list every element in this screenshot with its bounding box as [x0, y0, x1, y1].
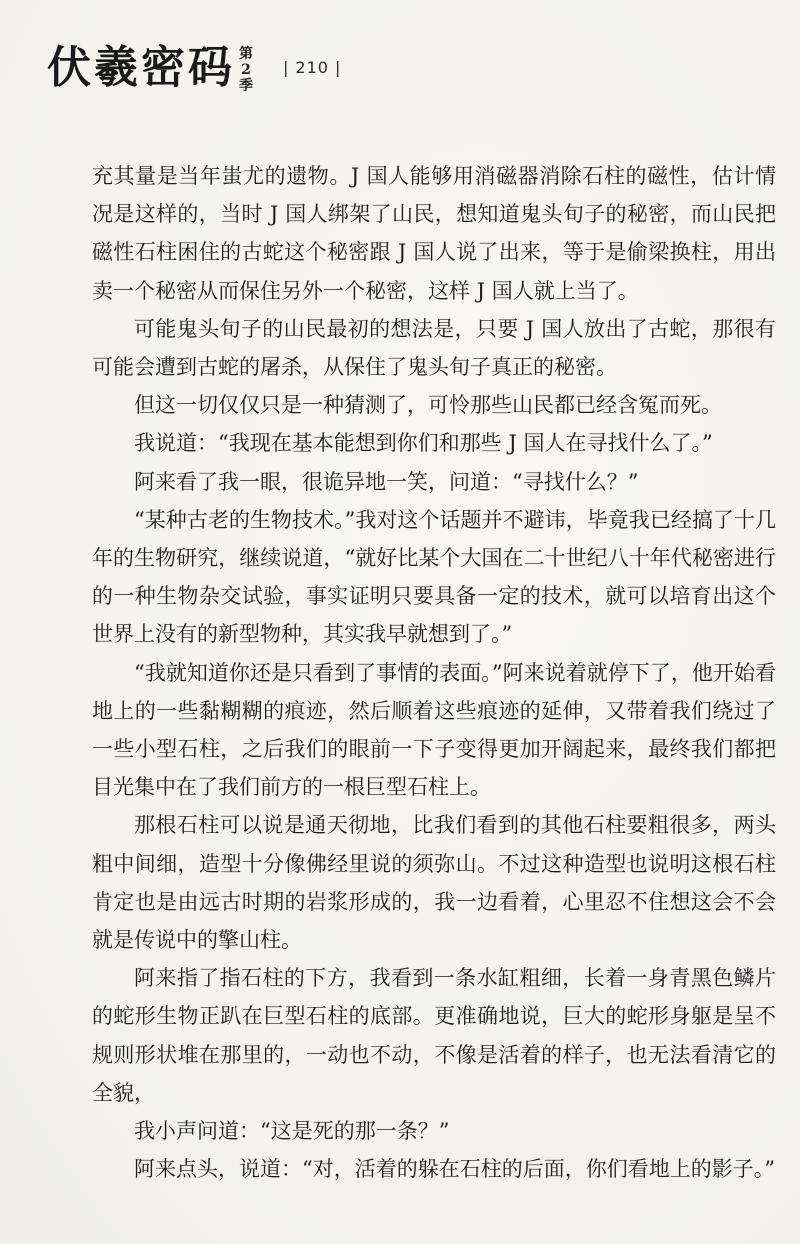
- paragraph: 那根石柱可以说是通天彻地，比我们看到的其他石柱要粗很多，两头粗中间细，造型十分像佛经里说的须弥山。不过这种造型也说明这根石柱肯定也是由远古时期的岩浆形成的，我一边看着，心里忍不住想这会不会就是传说中的擎山柱。: [92, 813, 776, 953]
- page-number: | 210 |: [283, 58, 342, 77]
- paragraph: 阿来指了指石柱的下方，我看到一条水缸粗细，长着一身青黑色鳞片的蛇形生物正趴在巨型石柱的底部。更准确地说，巨大的蛇形身躯是呈不规则形状堆在那里的，一动也不动，不像是活着的样子，也无法看清它的全貌，: [92, 966, 776, 1105]
- season-label: [239, 46, 253, 94]
- paragraph: “某种古老的生物技术。”我对这个话题并不避讳，毕竟我已经搞了十几年的生物研究，继续说道，“就好比某个大国在二十世纪八十年代秘密进行的一种生物杂交试验，事实证明只要具备一定的技术，就可以培育出这个世界上没有的新型物种，其实我早就想到了。”: [92, 507, 776, 647]
- season-label-line2: 2: [241, 62, 251, 78]
- paragraph: 充其量是当年蚩尤的遗物。J 国人能够用消磁器消除石柱的磁性，估计情况是这样的，当时 J 国人绑架了山民，想知道鬼头旬子的秘密，而山民把磁性石柱困住的古蛇这个秘密跟 J 国人说了出来，等于是偷梁换柱，用出卖一个秘密从而保住另外一个秘密，这样 J 国人就上当了。: [92, 164, 776, 303]
- season-label-line3: 季: [239, 78, 253, 94]
- book-title: 伏羲密码: [47, 42, 235, 93]
- page-header: [47, 40, 347, 110]
- paragraph: 但这一切仅仅只是一种猜测了，可怜那些山民都已经含冤而死。: [134, 393, 722, 418]
- season-label-line1: 第: [239, 46, 253, 62]
- paragraph: 可能鬼头旬子的山民最初的想法是，只要 J 国人放出了古蛇，那很有可能会遭到古蛇的屠杀，从保住了鬼头旬子真正的秘密。: [92, 316, 776, 380]
- page-number-value: 210: [295, 58, 329, 77]
- body-text: [92, 157, 776, 1188]
- paragraph: “我就知道你还是只看到了事情的表面。”阿来说着就停下了，他开始看地上的一些黏糊糊的痕迹，然后顺着这些痕迹的延伸，又带着我们绕过了一些小型石柱，之后我们的眼前一下子变得更加开阔起来，最终我们都把目光集中在了我们前方的一根巨型石柱上。: [92, 660, 776, 800]
- paragraph: 我说道：“我现在基本能想到你们和那些 J 国人在寻找什么了。”: [134, 431, 713, 456]
- paragraph: 我小声问道：“这是死的那一条？”: [134, 1119, 450, 1144]
- paragraph: 阿来看了我一眼，很诡异地一笑，问道：“寻找什么？”: [134, 469, 639, 494]
- paragraph: 阿来点头，说道：“对，活着的躲在石柱的后面，你们看地上的影子。”: [134, 1157, 775, 1182]
